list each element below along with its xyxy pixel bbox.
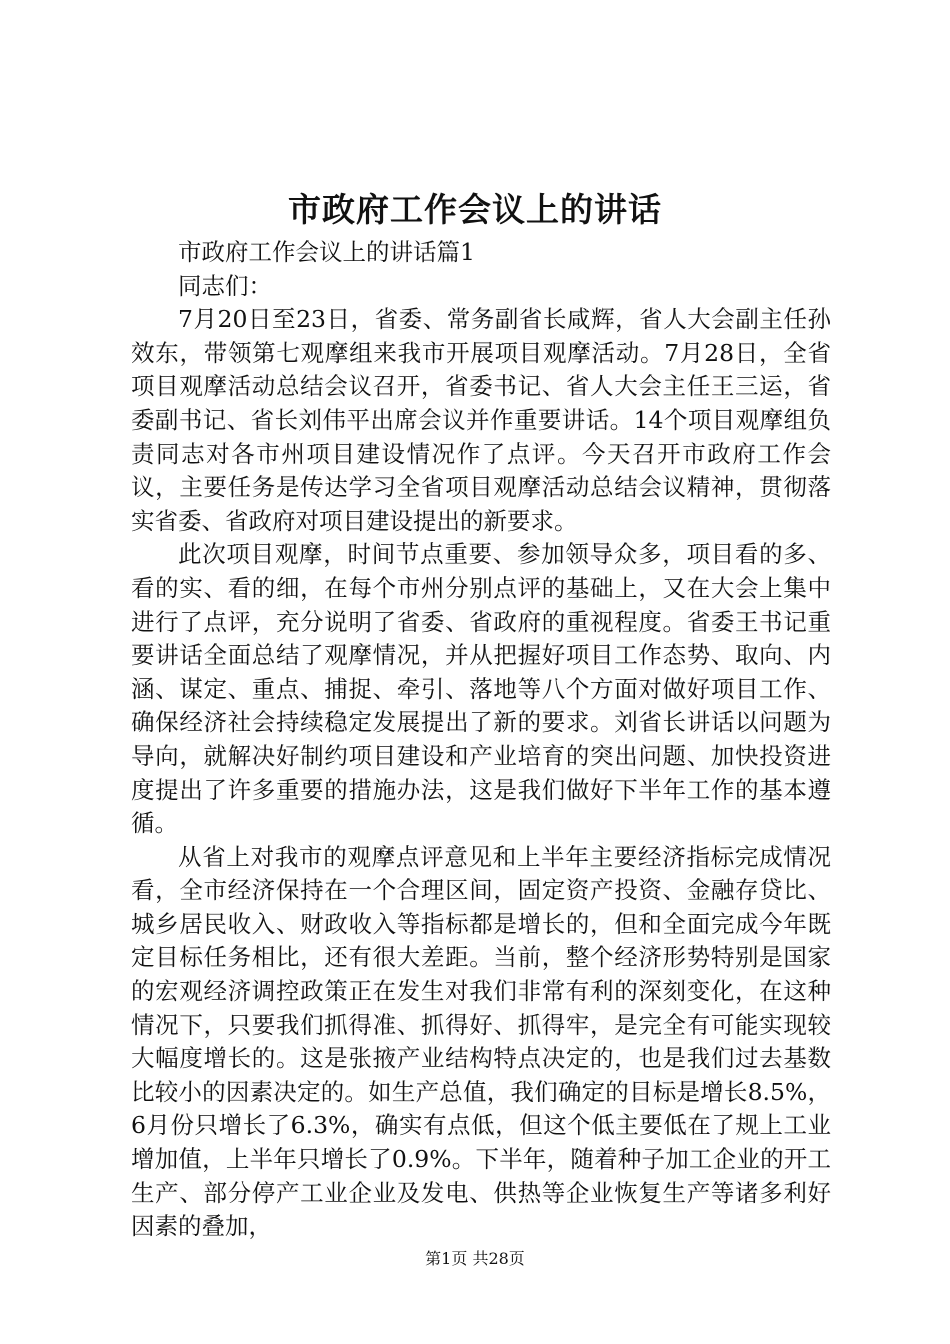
paragraph-1: 7月20日至23日，省委、常务副省长咸辉，省人大会副主任孙效东，带领第七观摩组来我市开展项目观摩活动。7月28日，全省项目观摩活动总结会议召开，省委书记、省人大会主任王三运，省委副书记、省长刘伟平出席会议并作重要讲话。14个项目观摩组负责同志对各市州项目建设情况作了点评。今天召开市政府工作会议，主要任务是传达学习全省项目观摩活动总结会议精神，贯彻落实省委、省政府对项目建设提出的新要求。 [131, 305, 831, 535]
page-number-footer: 第1页 共28页 [425, 1249, 525, 1268]
paragraph-3: 从省上对我市的观摩点评意见和上半年主要经济指标完成情况看，全市经济保持在一个合理区间，固定资产投资、金融存贷比、城乡居民收入、财政收入等指标都是增长的，但和全面完成今年既定目标任务相比，还有很大差距。当前，整个经济形势特别是国家的宏观经济调控政策正在发生对我们非常有利的深刻变化，在这种情况下，只要我们抓得准、抓得好、抓得牢，是完全有可能实现较大幅度增长的。这是张掖产业结构特点决定的，也是我们过去基数比较小的因素决定的。如生产总值，我们确定的目标是增长8.5%，6月份只增长了6.3%，确实有点低，但这个低主要低在了规上工业增加值，上半年只增长了0.9%。下半年，随着种子加工企业的开工生产、部分停产工业企业及发电、供热等企业恢复生产等诸多利好因素的叠加， [131, 842, 831, 1241]
document-body [131, 236, 831, 1244]
document-title: 市政府工作会议上的讲话 [288, 190, 662, 229]
paragraph-2: 此次项目观摩，时间节点重要、参加领导众多，项目看的多、看的实、看的细，在每个市州分别点评的基础上，又在大会上集中进行了点评，充分说明了省委、省政府的重视程度。省委王书记重要讲话全面总结了观摩情况，并从把握好项目工作态势、取向、内涵、谋定、重点、捕捉、牵引、落地等八个方面对做好项目工作、确保经济社会持续稳定发展提出了新的要求。刘省长讲话以问题为导向，就解决好制约项目建设和产业培育的突出问题、加快投资进度提出了许多重要的措施办法，这是我们做好下半年工作的基本遵循。 [131, 540, 831, 838]
document-subtitle: 市政府工作会议上的讲话篇1 [178, 238, 475, 266]
greeting: 同志们： [178, 271, 272, 300]
